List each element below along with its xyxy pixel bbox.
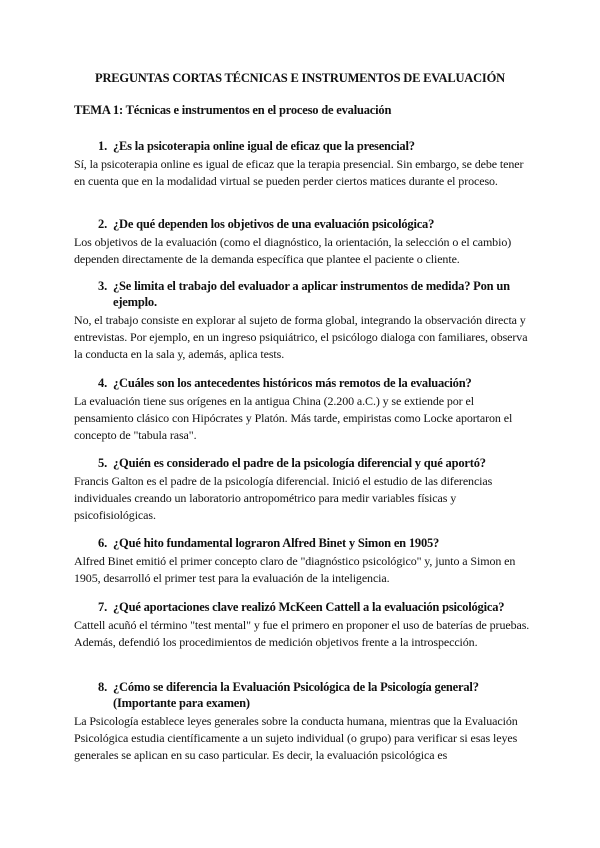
answer-text: Sí, la psicoterapia online es igual de eficaz que la terapia presencial. Sin embargo, se debe tener en cuenta que en la modalidad virtual se pueden perder ciertos matices durante el proceso. <box>74 157 524 188</box>
answer-text: Los objetivos de la evaluación (como el diagnóstico, la orientación, la selección o el cambio) dependen directamente de la demanda específica que plantee el paciente o cliente. <box>74 235 512 266</box>
question-text: ¿Se limita el trabajo del evaluador a aplicar instrumentos de medida? Pon un ejemplo. <box>113 279 510 309</box>
question-number: 4. <box>98 376 107 390</box>
question-heading <box>74 138 534 154</box>
question-heading <box>74 535 534 551</box>
question-block <box>74 535 534 587</box>
question-block <box>74 278 534 363</box>
question-heading <box>74 278 534 310</box>
question-text: ¿Qué aportaciones clave realizó McKeen Cattell a la evaluación psicológica? <box>113 600 505 614</box>
question-number: 2. <box>98 217 107 231</box>
answer-text: No, el trabajo consiste en explorar al sujeto de forma global, integrando la observación directa y entrevistas. Por ejemplo, en un ingreso psiquiátrico, el psicólogo dialoga con familiares, observa la conducta en la sala y, además, aplica tests. <box>74 313 528 361</box>
question-text: ¿Qué hito fundamental lograron Alfred Binet y Simon en 1905? <box>113 536 440 550</box>
document-title: PREGUNTAS CORTAS TÉCNICAS E INSTRUMENTOS DE EVALUACIÓN <box>95 71 505 85</box>
question-block <box>74 138 534 190</box>
answer-text: Cattell acuñó el término "test mental" y fue el primero en proponer el uso de baterías de pruebas. Además, defendió los procedimientos de medición objetivos frente a la introspección. <box>74 618 530 649</box>
question-text: ¿Cómo se diferencia la Evaluación Psicológica de la Psicología general? (Importante para examen) <box>113 680 479 710</box>
question-number: 5. <box>98 456 107 470</box>
question-number: 7. <box>98 600 107 614</box>
question-text: ¿Es la psicoterapia online igual de eficaz que la presencial? <box>113 139 415 153</box>
answer-text: Francis Galton es el padre de la psicología diferencial. Inició el estudio de las diferencias individuales creando un laboratorio antropométrico para medir variables físicas y psicofisiológicas. <box>74 474 493 522</box>
question-number: 6. <box>98 536 107 550</box>
question-number: 8. <box>98 680 107 694</box>
question-block <box>74 455 534 524</box>
question-text: ¿Cuáles son los antecedentes históricos más remotos de la evaluación? <box>113 376 472 390</box>
question-number: 3. <box>98 279 107 293</box>
question-heading <box>74 216 534 232</box>
section-heading: TEMA 1: Técnicas e instrumentos en el proceso de evaluación <box>74 103 392 117</box>
question-heading <box>74 599 534 615</box>
question-text: ¿De qué dependen los objetivos de una evaluación psicológica? <box>113 217 435 231</box>
question-block <box>74 375 534 444</box>
answer-text: Alfred Binet emitió el primer concepto claro de "diagnóstico psicológico" y, junto a Simon en 1905, desarrolló el primer test para la evaluación de la inteligencia. <box>74 554 516 585</box>
question-text: ¿Quién es considerado el padre de la psicología diferencial y qué aportó? <box>113 456 486 470</box>
question-block <box>74 679 534 764</box>
question-heading <box>74 455 534 471</box>
question-block <box>74 216 534 268</box>
question-block <box>74 599 534 651</box>
answer-text: La Psicología establece leyes generales sobre la conducta humana, mientras que la Evaluación Psicológica estudia científicamente a un sujeto individual (o grupo) para verificar si esas leyes generales se aplican en su caso particular. Es decir, la evaluación psicológica es <box>74 714 518 762</box>
answer-text: La evaluación tiene sus orígenes en la antigua China (2.200 a.C.) y se extiende por el pensamiento clásico con Hipócrates y Platón. Más tarde, empiristas como Locke aportaron el concepto de "tabula rasa". <box>74 394 513 442</box>
question-number: 1. <box>98 139 107 153</box>
question-heading <box>74 375 534 391</box>
question-heading <box>74 679 534 711</box>
